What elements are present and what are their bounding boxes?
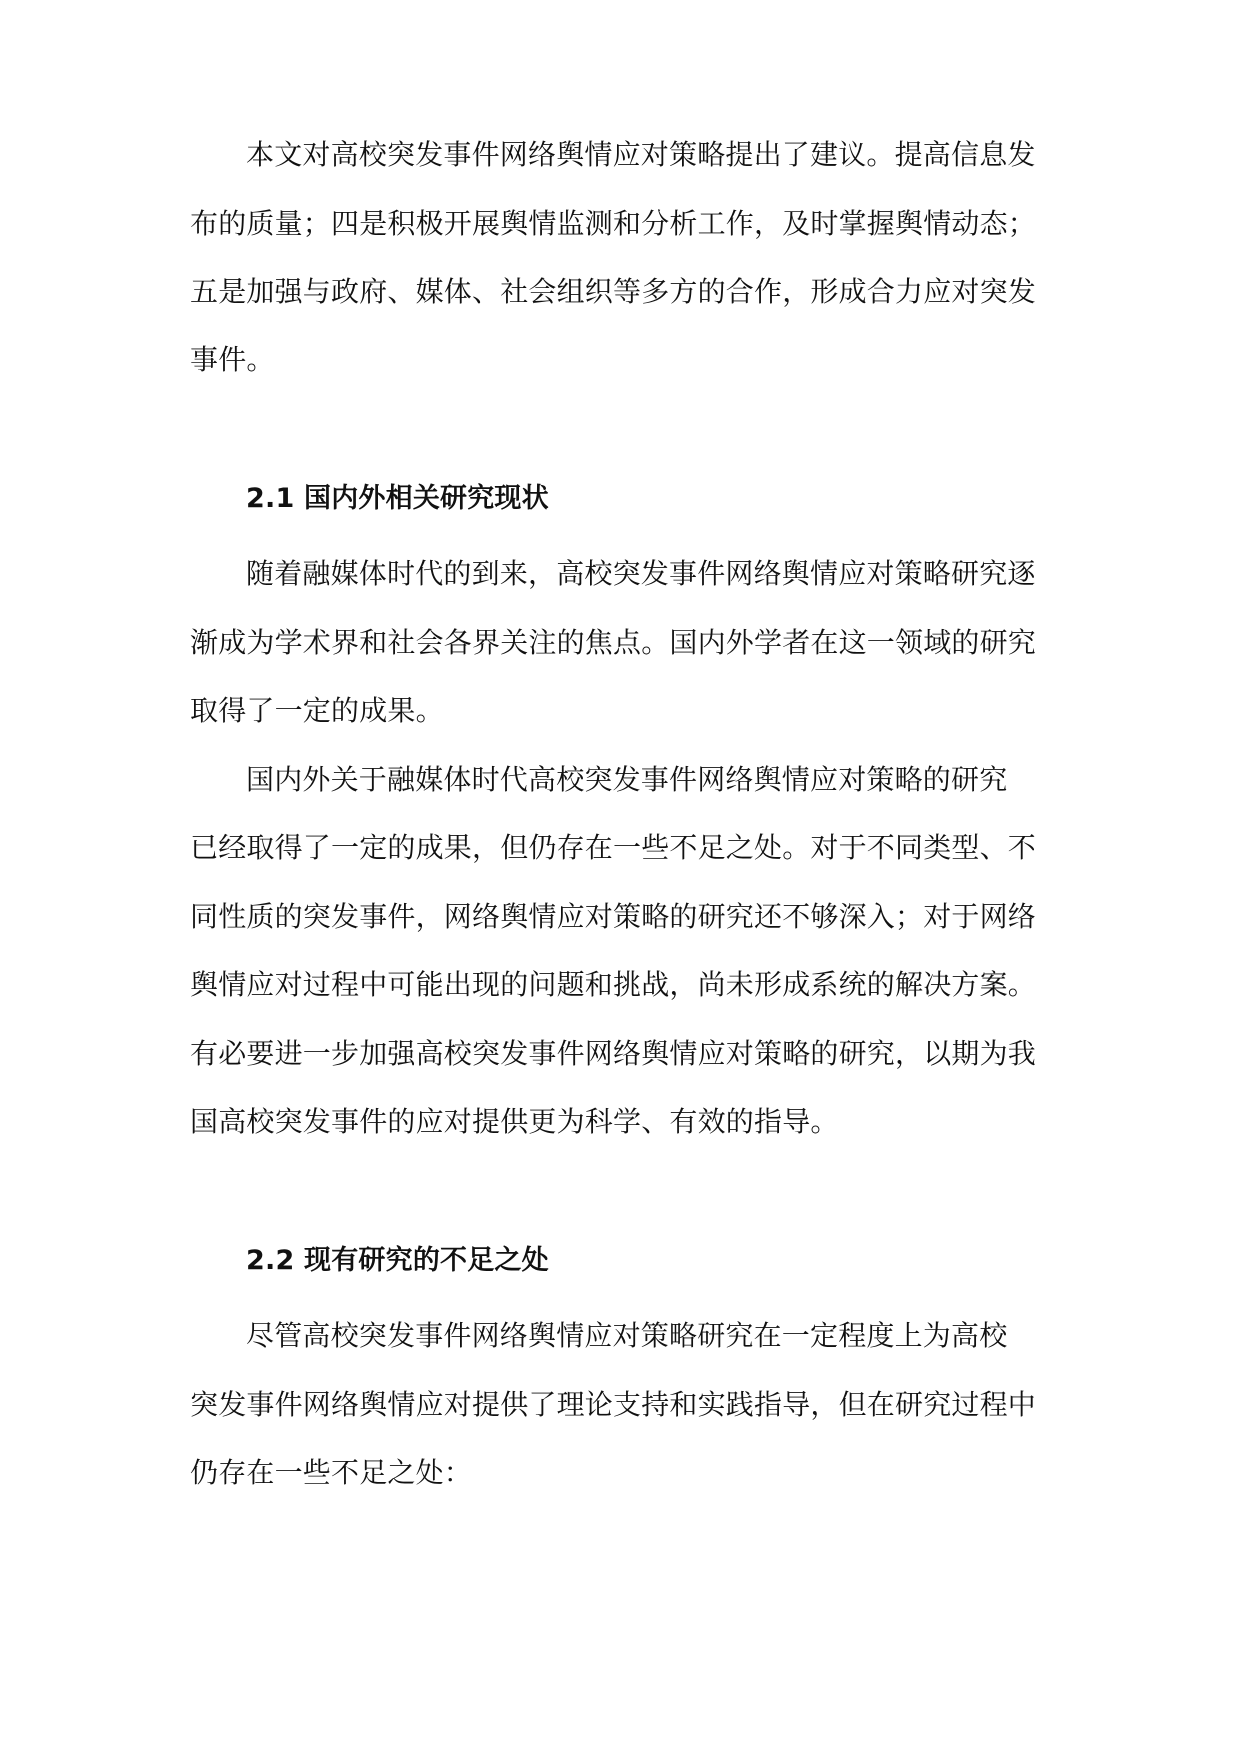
section-2-2-p1-line-3: 仍存在一些不足之处： <box>190 1456 473 1489</box>
section-2-2-p1-line-2: 突发事件网络舆情应对提供了理论支持和实践指导，但在研究过程中 <box>190 1388 1037 1421</box>
intro-line-1: 本文对高校突发事件网络舆情应对策略提出了建议。提高信息发 <box>246 138 1036 171</box>
section-2-1-p2-line-6: 国高校突发事件的应对提供更为科学、有效的指导。 <box>190 1105 839 1138</box>
section-2-1-p2-line-1: 国内外关于融媒体时代高校突发事件网络舆情应对策略的研究 <box>246 763 1008 796</box>
intro-line-2: 布的质量；四是积极开展舆情监测和分析工作，及时掌握舆情动态； <box>190 207 1037 240</box>
section-2-1-p2-line-4: 舆情应对过程中可能出现的问题和挑战，尚未形成系统的解决方案。 <box>190 968 1037 1001</box>
section-2-1-p1-line-2: 渐成为学术界和社会各界关注的焦点。国内外学者在这一领域的研究 <box>190 626 1037 659</box>
section-2-1-p1-line-1: 随着融媒体时代的到来，高校突发事件网络舆情应对策略研究逐 <box>246 557 1036 590</box>
intro-line-3: 五是加强与政府、媒体、社会组织等多方的合作，形成合力应对突发 <box>190 275 1037 308</box>
section-2-1-p1-line-3: 取得了一定的成果。 <box>190 694 444 727</box>
section-2-1-p2-line-3: 同性质的突发事件，网络舆情应对策略的研究还不够深入；对于网络 <box>190 900 1037 933</box>
section-2-1-p2-line-2: 已经取得了一定的成果，但仍存在一些不足之处。对于不同类型、不 <box>190 831 1037 864</box>
section-2-1-p2-line-5: 有必要进一步加强高校突发事件网络舆情应对策略的研究，以期为我 <box>190 1037 1037 1070</box>
section-heading-2-1: 2.1 国内外相关研究现状 <box>246 483 549 514</box>
section-2-2-p1-line-1: 尽管高校突发事件网络舆情应对策略研究在一定程度上为高校 <box>246 1319 1008 1352</box>
intro-line-4: 事件。 <box>190 343 275 376</box>
section-heading-2-2: 2.2 现有研究的不足之处 <box>246 1245 549 1276</box>
